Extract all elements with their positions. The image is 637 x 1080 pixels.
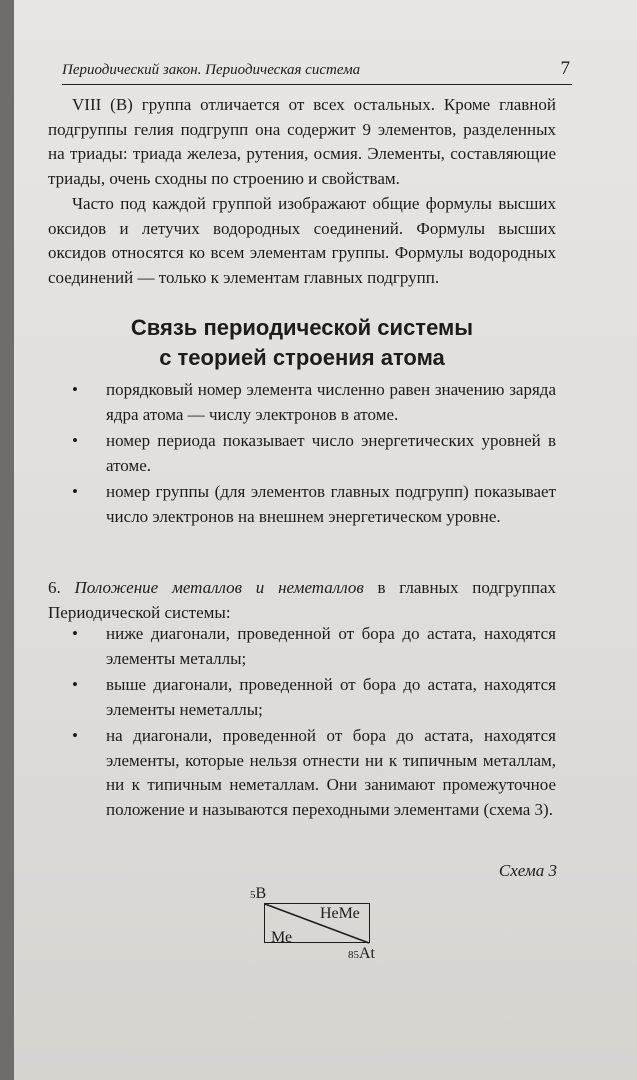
list-item: • на диагонали, проведенной от бора до астата, находятся элементы, которые нельзя отнести ни к типичным металлам, ни к типичным неметаллам. Они занимают промежуточное положение и называются переходными элементами (схема 3). bbox=[72, 726, 556, 819]
scheme-diagram bbox=[250, 885, 390, 965]
section-title-line2: с теорией строения атома bbox=[159, 345, 445, 370]
paragraph-metals bbox=[48, 576, 556, 625]
header-title: Периодический закон. Периодическая система bbox=[62, 62, 361, 78]
bullet-icon: • bbox=[72, 482, 78, 501]
running-header bbox=[62, 58, 572, 85]
para-italic: Положение металлов и неметаллов bbox=[74, 578, 364, 597]
bullet-icon: • bbox=[72, 624, 78, 643]
list-item: • ниже диагонали, проведенной от бора до астата, находятся элементы металлы; bbox=[72, 624, 556, 668]
bullet-icon: • bbox=[72, 380, 78, 399]
atom-structure-list bbox=[48, 378, 556, 531]
metals-list bbox=[48, 622, 556, 824]
bullet-icon: • bbox=[72, 431, 78, 450]
page-number: 7 bbox=[560, 58, 570, 79]
bullet-icon: • bbox=[72, 726, 78, 745]
astatine-label: 85At bbox=[348, 945, 375, 962]
boron-label: 5B bbox=[250, 885, 267, 902]
para-number: 6. bbox=[48, 578, 61, 597]
paragraph-formulas: Часто под каждой группой изображают общие формулы высших оксидов и летучих водородных соединений. Формулы высших оксидов относятся ко всем элементам группы. Формулы водородных соединений — только к элементам главных подгрупп. bbox=[48, 194, 556, 287]
para-rest: в главных подгруппах Периодической системы: bbox=[48, 578, 557, 622]
bullet-icon: • bbox=[72, 675, 78, 694]
list-item: • номер группы (для элементов главных подгрупп) показывает число электронов на внешнем энергетическом уровне. bbox=[72, 482, 556, 526]
list-item: • порядковый номер элемента численно равен значению заряда ядра атома — числу электронов в атоме. bbox=[72, 380, 556, 424]
scheme-caption: Схема 3 bbox=[498, 861, 557, 880]
paragraph-group-eight: VIII (B) группа отличается от всех остальных. Кроме главной подгруппы гелия подгрупп она содержит 9 элементов, разделенных на триады: триада железа, рутения, осмия. Элементы, составляющие триады, очень сходны по строению и свойствам. bbox=[48, 95, 556, 188]
nonmetal-label: НеМе bbox=[320, 905, 360, 922]
metal-label: Ме bbox=[271, 929, 293, 946]
section-title-line1: Связь периодической системы bbox=[130, 315, 474, 340]
list-item: • выше диагонали, проведенной от бора до астата, находятся элементы неметаллы; bbox=[72, 675, 556, 719]
list-item: • номер периода показывает число энергетических уровней в атоме. bbox=[72, 431, 556, 475]
section-title bbox=[48, 313, 556, 373]
